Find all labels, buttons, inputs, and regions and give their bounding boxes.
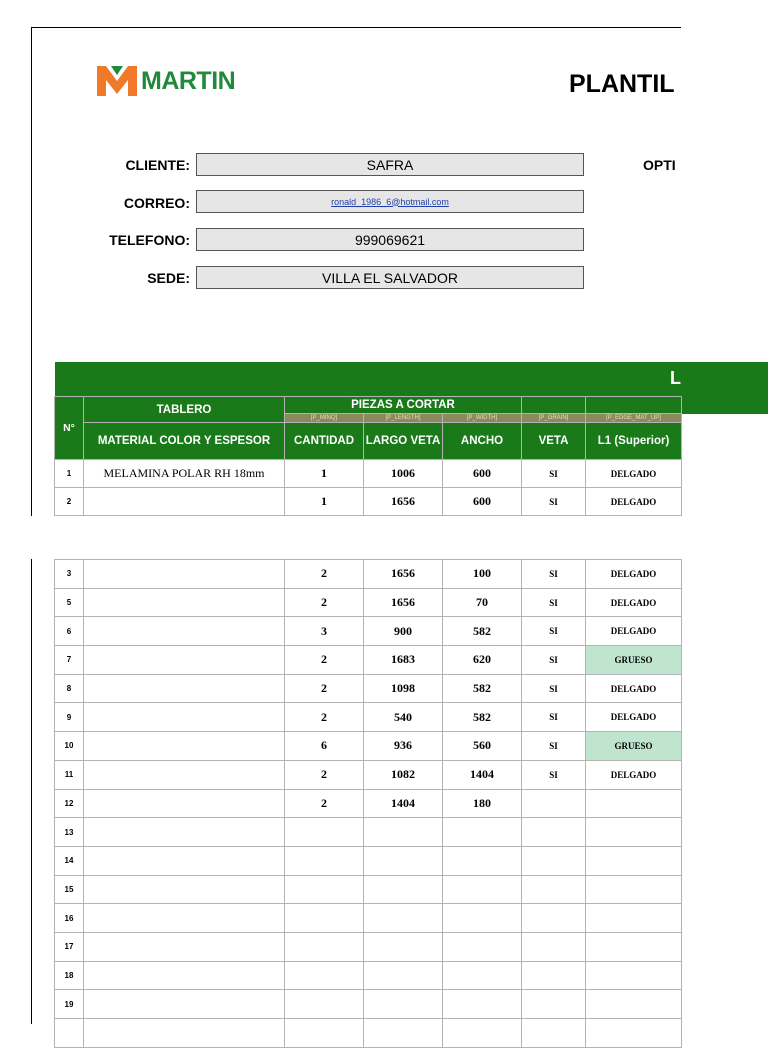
table-row — [55, 961, 682, 990]
cell-material[interactable] — [84, 875, 285, 904]
table-row — [55, 732, 682, 761]
cell-veta[interactable]: SI — [522, 646, 586, 675]
row-number: 10 — [55, 732, 84, 761]
cell-cantidad[interactable] — [285, 990, 364, 1019]
cell-ancho[interactable]: 600 — [443, 488, 522, 516]
cell-largo[interactable]: 1006 — [364, 460, 443, 488]
col-header-material: MATERIAL COLOR Y ESPESOR — [84, 423, 285, 460]
section-header-letter: L — [670, 368, 681, 388]
brand-name: MARTIN — [141, 66, 236, 95]
cell-material[interactable] — [84, 646, 285, 675]
row-number: 7 — [55, 646, 84, 675]
col-header-largo: LARGO VETA — [364, 423, 443, 460]
cell-veta[interactable]: SI — [522, 560, 586, 589]
cut-pieces-table-continued — [54, 559, 682, 1048]
cell-veta[interactable] — [522, 1019, 586, 1048]
cell-veta[interactable] — [522, 932, 586, 961]
tag-p-grain: [P_GRAIN] — [522, 414, 586, 423]
cell-material[interactable] — [84, 990, 285, 1019]
table-row — [55, 990, 682, 1019]
cell-veta[interactable]: SI — [522, 488, 586, 516]
cell-veta[interactable]: SI — [522, 588, 586, 617]
sede-label: SEDE: — [147, 270, 190, 286]
cell-ancho[interactable]: 582 — [443, 674, 522, 703]
cell-largo[interactable]: 936 — [364, 732, 443, 761]
page-title: PLANTIL — [569, 70, 675, 98]
cell-ancho[interactable] — [443, 1019, 522, 1048]
cell-cantidad[interactable]: 2 — [285, 588, 364, 617]
col-header-ancho: ANCHO — [443, 423, 522, 460]
cell-veta[interactable]: SI — [522, 760, 586, 789]
row-number: 6 — [55, 617, 84, 646]
cell-largo[interactable] — [364, 846, 443, 875]
col-header-number: N° — [55, 397, 84, 460]
cell-ancho[interactable] — [443, 932, 522, 961]
row-number: 18 — [55, 961, 84, 990]
cell-l1[interactable]: DELGADO — [586, 703, 682, 732]
cell-ancho[interactable] — [443, 961, 522, 990]
cell-ancho[interactable]: 582 — [443, 617, 522, 646]
table-row — [55, 703, 682, 732]
cell-material[interactable] — [84, 617, 285, 646]
cell-l1[interactable]: DELGADO — [586, 488, 682, 516]
cell-cantidad[interactable] — [285, 961, 364, 990]
cell-veta[interactable]: SI — [522, 617, 586, 646]
cell-material[interactable] — [84, 904, 285, 933]
table-row — [55, 760, 682, 789]
table-row — [55, 617, 682, 646]
tag-p-minq: [P_MINQ] — [285, 414, 364, 423]
cell-largo[interactable]: 900 — [364, 617, 443, 646]
cell-ancho[interactable]: 582 — [443, 703, 522, 732]
cell-largo[interactable] — [364, 961, 443, 990]
cell-l1[interactable] — [586, 932, 682, 961]
cliente-label: CLIENTE: — [125, 157, 190, 173]
section-header-band-extension — [681, 396, 768, 414]
cell-cantidad[interactable]: 3 — [285, 617, 364, 646]
cell-ancho[interactable] — [443, 818, 522, 847]
tag-p-width: [P_WIDTH] — [443, 414, 522, 423]
cell-largo[interactable] — [364, 932, 443, 961]
row-number: 3 — [55, 560, 84, 589]
cell-cantidad[interactable] — [285, 846, 364, 875]
col-header-veta: VETA — [522, 423, 586, 460]
cell-l1[interactable] — [586, 990, 682, 1019]
cell-material[interactable] — [84, 703, 285, 732]
col-header-blank — [522, 397, 586, 414]
table-row — [55, 904, 682, 933]
cell-largo[interactable]: 1082 — [364, 760, 443, 789]
row-number: 14 — [55, 846, 84, 875]
cell-ancho[interactable] — [443, 904, 522, 933]
row-number: 16 — [55, 904, 84, 933]
cell-veta[interactable] — [522, 846, 586, 875]
cell-largo[interactable]: 1683 — [364, 646, 443, 675]
cell-largo[interactable] — [364, 875, 443, 904]
sheet-left-border-page2 — [31, 559, 32, 1024]
cell-largo[interactable]: 1656 — [364, 560, 443, 589]
cell-material[interactable] — [84, 488, 285, 516]
cell-l1[interactable]: DELGADO — [586, 460, 682, 488]
cell-l1[interactable]: DELGADO — [586, 560, 682, 589]
cell-largo[interactable]: 1656 — [364, 488, 443, 516]
cell-material[interactable]: MELAMINA POLAR RH 18mm — [84, 460, 285, 488]
col-header-blank — [586, 397, 682, 414]
cell-ancho[interactable]: 180 — [443, 789, 522, 818]
cell-material[interactable] — [84, 818, 285, 847]
row-number — [55, 1019, 84, 1048]
cell-material[interactable] — [84, 674, 285, 703]
cell-l1[interactable] — [586, 904, 682, 933]
cell-veta[interactable] — [522, 990, 586, 1019]
correo-label: CORREO: — [123, 195, 190, 211]
cell-l1[interactable] — [586, 789, 682, 818]
row-number: 1 — [55, 460, 84, 488]
cell-cantidad[interactable]: 6 — [285, 732, 364, 761]
col-header-tablero: TABLERO — [84, 397, 285, 423]
row-number: 2 — [55, 488, 84, 516]
cell-largo[interactable]: 1404 — [364, 789, 443, 818]
martin-logo-icon — [97, 66, 137, 96]
correo-field[interactable]: ronald_1986_6@hotmail.com — [196, 190, 584, 213]
cell-l1[interactable] — [586, 961, 682, 990]
cell-veta[interactable] — [522, 818, 586, 847]
cell-veta[interactable]: SI — [522, 674, 586, 703]
table-row — [55, 789, 682, 818]
cell-veta[interactable] — [522, 961, 586, 990]
row-number: 11 — [55, 760, 84, 789]
cell-l1[interactable] — [586, 818, 682, 847]
table-row — [55, 674, 682, 703]
row-number: 13 — [55, 818, 84, 847]
row-number: 19 — [55, 990, 84, 1019]
cell-ancho[interactable]: 560 — [443, 732, 522, 761]
cell-l1[interactable]: DELGADO — [586, 674, 682, 703]
cell-veta[interactable]: SI — [522, 732, 586, 761]
table-row — [55, 646, 682, 675]
cell-cantidad[interactable] — [285, 875, 364, 904]
opti-label: OPTI — [643, 157, 676, 173]
section-header-band — [55, 362, 768, 396]
cell-cantidad[interactable]: 1 — [285, 460, 364, 488]
telefono-field[interactable]: 999069621 — [196, 228, 584, 251]
col-header-cantidad: CANTIDAD — [285, 423, 364, 460]
cell-veta[interactable] — [522, 875, 586, 904]
cliente-field[interactable]: SAFRA — [196, 153, 584, 176]
table-row — [55, 1019, 682, 1048]
cell-material[interactable] — [84, 789, 285, 818]
cell-l1[interactable]: DELGADO — [586, 760, 682, 789]
cell-ancho[interactable]: 100 — [443, 560, 522, 589]
cell-ancho[interactable] — [443, 846, 522, 875]
cell-material[interactable] — [84, 932, 285, 961]
cell-l1[interactable]: DELGADO — [586, 617, 682, 646]
cell-material[interactable] — [84, 560, 285, 589]
table-row — [55, 588, 682, 617]
cell-material[interactable] — [84, 1019, 285, 1048]
col-header-l1: L1 (Superior) — [586, 423, 682, 460]
cell-cantidad[interactable]: 2 — [285, 560, 364, 589]
cell-veta[interactable]: SI — [522, 703, 586, 732]
cell-largo[interactable]: 1098 — [364, 674, 443, 703]
cell-l1[interactable] — [586, 1019, 682, 1048]
cell-veta[interactable] — [522, 904, 586, 933]
cell-cantidad[interactable]: 1 — [285, 488, 364, 516]
cell-ancho[interactable]: 1404 — [443, 760, 522, 789]
cell-largo[interactable] — [364, 818, 443, 847]
cell-ancho[interactable]: 600 — [443, 460, 522, 488]
cell-l1[interactable]: GRUESO — [586, 646, 682, 675]
cell-cantidad[interactable]: 2 — [285, 646, 364, 675]
row-number: 15 — [55, 875, 84, 904]
table-row — [55, 818, 682, 847]
table-row — [55, 460, 682, 488]
cell-cantidad[interactable]: 2 — [285, 674, 364, 703]
cell-largo[interactable]: 1656 — [364, 588, 443, 617]
cell-largo[interactable] — [364, 990, 443, 1019]
sede-field[interactable]: VILLA EL SALVADOR — [196, 266, 584, 289]
cell-material[interactable] — [84, 588, 285, 617]
row-number: 5 — [55, 588, 84, 617]
table-row — [55, 560, 682, 589]
cell-veta[interactable]: SI — [522, 460, 586, 488]
cell-cantidad[interactable]: 2 — [285, 703, 364, 732]
tag-p-length: [P_LENGTH] — [364, 414, 443, 423]
col-header-piezas: PIEZAS A CORTAR — [285, 397, 522, 414]
cell-cantidad[interactable] — [285, 904, 364, 933]
cell-l1[interactable]: GRUESO — [586, 732, 682, 761]
cell-veta[interactable] — [522, 789, 586, 818]
cell-ancho[interactable]: 70 — [443, 588, 522, 617]
cell-cantidad[interactable]: 2 — [285, 760, 364, 789]
cell-largo[interactable]: 540 — [364, 703, 443, 732]
cell-largo[interactable] — [364, 1019, 443, 1048]
cell-l1[interactable] — [586, 846, 682, 875]
cell-l1[interactable] — [586, 875, 682, 904]
cell-ancho[interactable]: 620 — [443, 646, 522, 675]
cell-material[interactable] — [84, 846, 285, 875]
cell-cantidad[interactable] — [285, 1019, 364, 1048]
cell-material[interactable] — [84, 961, 285, 990]
table-row — [55, 846, 682, 875]
cell-cantidad[interactable] — [285, 932, 364, 961]
row-number: 12 — [55, 789, 84, 818]
brand-logo — [97, 66, 235, 96]
cell-largo[interactable] — [364, 904, 443, 933]
telefono-label: TELEFONO: — [109, 232, 190, 248]
table-row — [55, 875, 682, 904]
row-number: 17 — [55, 932, 84, 961]
table-row — [55, 488, 682, 516]
cell-cantidad[interactable]: 2 — [285, 789, 364, 818]
table-row — [55, 932, 682, 961]
tag-p-edge-mat-up: [P_EDGE_MAT_UP] — [586, 414, 682, 423]
cell-material[interactable] — [84, 760, 285, 789]
sheet-top-border — [31, 27, 681, 28]
cell-ancho[interactable] — [443, 875, 522, 904]
cut-pieces-table — [54, 396, 682, 516]
row-number: 8 — [55, 674, 84, 703]
cell-l1[interactable]: DELGADO — [586, 588, 682, 617]
row-number: 9 — [55, 703, 84, 732]
cell-cantidad[interactable] — [285, 818, 364, 847]
cell-material[interactable] — [84, 732, 285, 761]
cell-ancho[interactable] — [443, 990, 522, 1019]
